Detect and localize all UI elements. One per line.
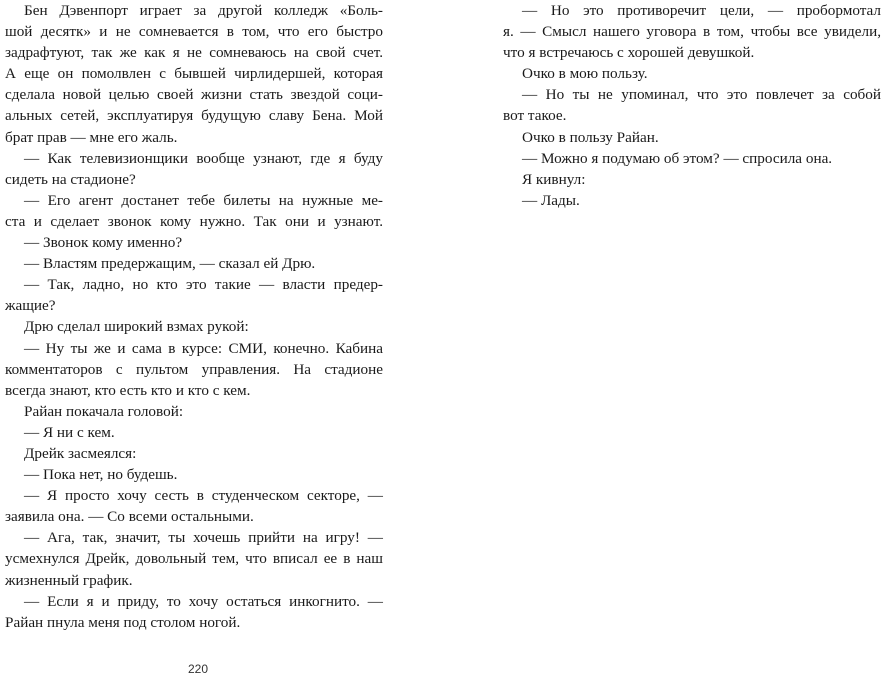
text-line: Я кивнул:	[522, 170, 586, 188]
text-line: ста и сделает звонок кому нужно. Так они и узнают.	[5, 212, 383, 230]
text-line: жизненный график.	[5, 571, 133, 589]
text-line: — Я просто хочу сесть в студенческом секторе, —	[24, 487, 383, 505]
text-line: — Я ни с кем.	[24, 423, 115, 441]
text-line: Дрю сделал широкий взмах рукой:	[24, 318, 249, 336]
text-line: вот такое.	[503, 107, 567, 125]
text-line: — Властям предержащим, — сказал ей Дрю.	[24, 255, 316, 273]
text-line: Райан покачала головой:	[24, 402, 184, 420]
text-line: — Лады.	[522, 191, 580, 209]
text-line: — Ну ты же и сама в курсе: СМИ, конечно. Кабина	[24, 339, 383, 357]
text-line: Дрейк засмеялся:	[24, 444, 137, 462]
text-line: — Можно я подумаю об этом? — спросила она.	[522, 149, 833, 167]
text-line: — Так, ладно, но кто это такие — власти предер-	[24, 276, 383, 294]
text-line: — Но ты не упоминал, что это повлечет за собой	[522, 86, 881, 104]
text-line: Райан пнула меня под столом ногой.	[5, 613, 241, 631]
text-line: — Звонок кому именно?	[24, 234, 183, 252]
text-line: А еще он помолвлен с бывшей чирлидершей, которая	[5, 65, 383, 83]
text-line: усмехнулся Дрейк, довольный тем, что вписал ее в наш	[5, 550, 383, 568]
text-line: Очко в мою пользу.	[522, 65, 648, 83]
right-text-column	[503, 0, 881, 211]
text-line: заявила она. — Со всеми остальными.	[5, 508, 254, 526]
text-line: брат прав — мне его жаль.	[5, 128, 178, 146]
left-text-column	[5, 0, 383, 633]
text-line: — Но это противоречит цели, — пробормотал	[522, 2, 881, 19]
text-line: задрафтуют, так же как я не сомневаюсь на свой счет.	[5, 44, 383, 62]
text-line: сделала новой целью своей жизни стать звездой соци-	[5, 86, 383, 104]
text-line: — Как телевизионщики вообще узнают, где я буду	[24, 149, 383, 167]
text-line: я. — Смысл нашего уговора в том, чтобы все увидели,	[503, 23, 881, 41]
text-line: что я встречаюсь с хорошей девушкой.	[503, 44, 755, 62]
text-line: шой десятк» и не сомневается в том, что его быстро	[5, 23, 383, 41]
text-line: — Если я и приду, то хочу остаться инкогнито. —	[24, 592, 383, 610]
text-line: альных сетей, эксплуатируя будущую славу Бена. Мой	[5, 107, 383, 125]
text-line: — Его агент достанет тебе билеты на нужные ме-	[24, 191, 383, 209]
text-line: сидеть на стадионе?	[5, 170, 136, 188]
text-line: Бен Дэвенпорт играет за другой колледж «Боль-	[24, 2, 383, 19]
text-line: — Ага, так, значит, ты хочешь прийти на игру! —	[24, 529, 383, 547]
text-line: комментаторов с пультом управления. На стадионе	[5, 360, 383, 378]
text-line: всегда знают, кто есть кто и кто с кем.	[5, 381, 251, 399]
text-line: Очко в пользу Райан.	[522, 128, 659, 146]
text-line: — Пока нет, но будешь.	[24, 466, 178, 484]
page-number: 220	[187, 662, 209, 676]
text-line: жащие?	[5, 297, 56, 315]
